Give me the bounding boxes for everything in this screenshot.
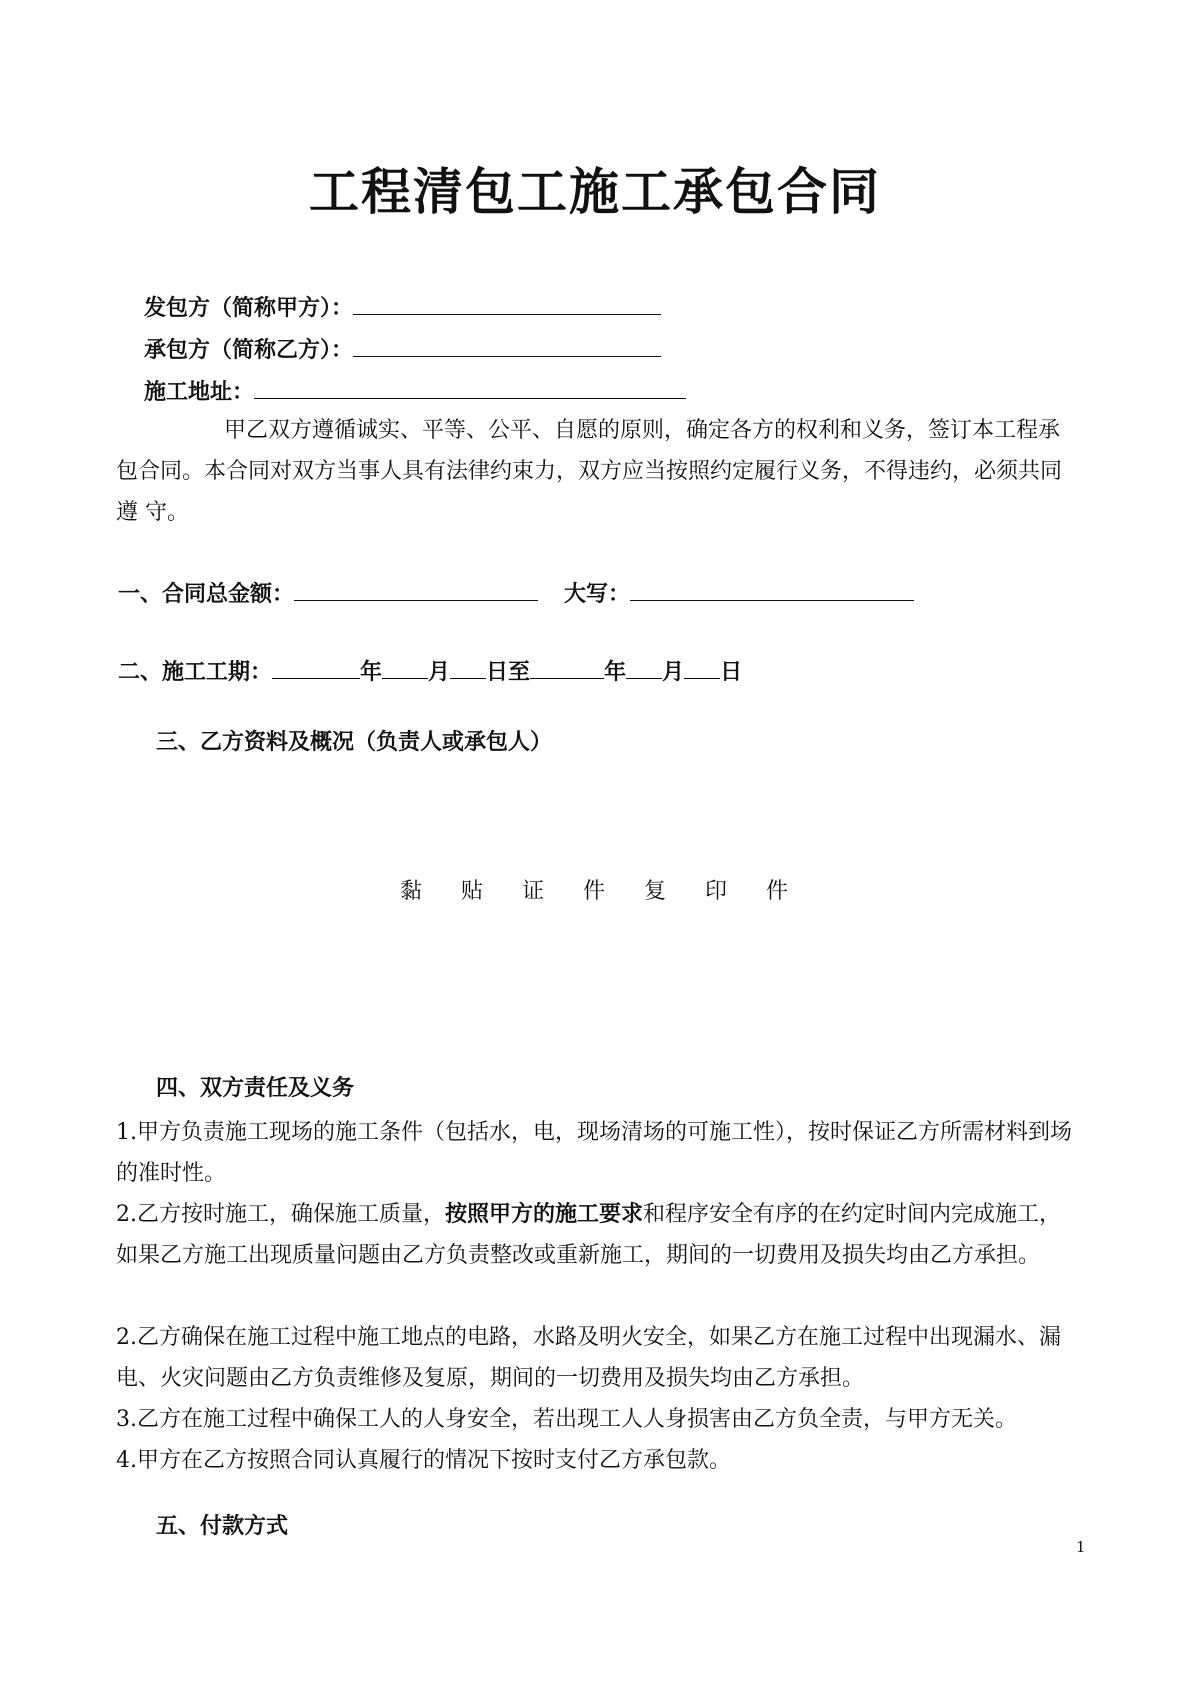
end-year-label: 年 <box>604 660 627 685</box>
address-field <box>144 376 686 408</box>
duty-item-2-pre: 2.乙方按时施工，确保施工质量， <box>116 1202 445 1227</box>
duty-item-2-post: 和程序安全有序的在约定时间内完成施工，如果乙方施工出现质量问题由乙方负责整改或重新施工，期间的一切费用及损失均由乙方承担。 <box>116 1202 1062 1268</box>
start-month-blank[interactable] <box>382 656 428 679</box>
uppercase-amount-blank[interactable] <box>630 578 914 601</box>
duty-item-2-bold: 按照甲方的施工要求 <box>445 1202 644 1227</box>
contractor-label: 承包方（简称乙方）： <box>144 338 354 363</box>
employer-label: 发包方（简称甲方）： <box>144 296 354 321</box>
start-month-label: 月 <box>428 660 451 685</box>
start-year-label: 年 <box>360 660 383 685</box>
intro-paragraph: 甲乙双方遵循诚实、平等、公平、自愿的原则，确定各方的权利和义务，签订本工程承包合同。本合同对双方当事人具有法律约束力，双方应当按照约定履行义务，不得违约，必须共同遵 守。 <box>116 418 1063 525</box>
end-month-blank[interactable] <box>626 656 662 679</box>
duty-item-4: 3.乙方在施工过程中确保工人的人身安全，若出现工人人身损害由乙方负全责，与甲方无关。 <box>116 1407 1017 1432</box>
end-month-label: 月 <box>662 660 685 685</box>
end-year-blank[interactable] <box>530 656 604 679</box>
period-label: 二、施工工期： <box>118 660 273 685</box>
document-title: 工程清包工施工承包合同 <box>309 163 881 221</box>
duty-item-3: 2.乙方确保在施工过程中施工地点的电路，水路及明火安全，如果乙方在施工过程中出现漏水、漏电、火灾问题由乙方负责维修及复原，期间的一切费用及损失均由乙方承担。 <box>116 1325 1061 1391</box>
end-day-blank[interactable] <box>684 656 720 679</box>
duty-item-5: 4.甲方在乙方按照合同认真履行的情况下按时支付乙方承包款。 <box>116 1448 731 1473</box>
start-day-label: 日至 <box>486 660 531 685</box>
page-number: 1 <box>1076 1538 1086 1556</box>
total-amount-label: 一、合同总金额： <box>118 582 295 607</box>
end-day-label: 日 <box>720 660 743 685</box>
start-year-blank[interactable] <box>272 656 360 679</box>
section1-amount <box>118 578 914 610</box>
section3-heading: 三、乙方资料及概况（负责人或承包人） <box>156 730 553 755</box>
section5-heading: 五、付款方式 <box>156 1514 289 1539</box>
duty-item-1: 1.甲方负责施工现场的施工条件（包括水，电，现场清场的可施工性），按时保证乙方所需材料到场的准时性。 <box>116 1120 1072 1186</box>
address-blank[interactable] <box>254 376 686 399</box>
section2-period <box>118 656 742 688</box>
employer-blank[interactable] <box>353 292 661 315</box>
uppercase-amount-label: 大写： <box>564 582 631 607</box>
duty-item-2 <box>116 1194 1078 1276</box>
start-day-blank[interactable] <box>450 656 486 679</box>
total-amount-blank[interactable] <box>294 578 538 601</box>
address-label: 施工地址： <box>144 380 255 405</box>
contractor-field <box>144 334 661 366</box>
paste-id-copy-hint: 黏 贴 证 件 复 印 件 <box>400 879 790 904</box>
contractor-blank[interactable] <box>353 334 661 357</box>
employer-field <box>144 292 661 324</box>
section4-heading: 四、双方责任及义务 <box>156 1076 355 1101</box>
